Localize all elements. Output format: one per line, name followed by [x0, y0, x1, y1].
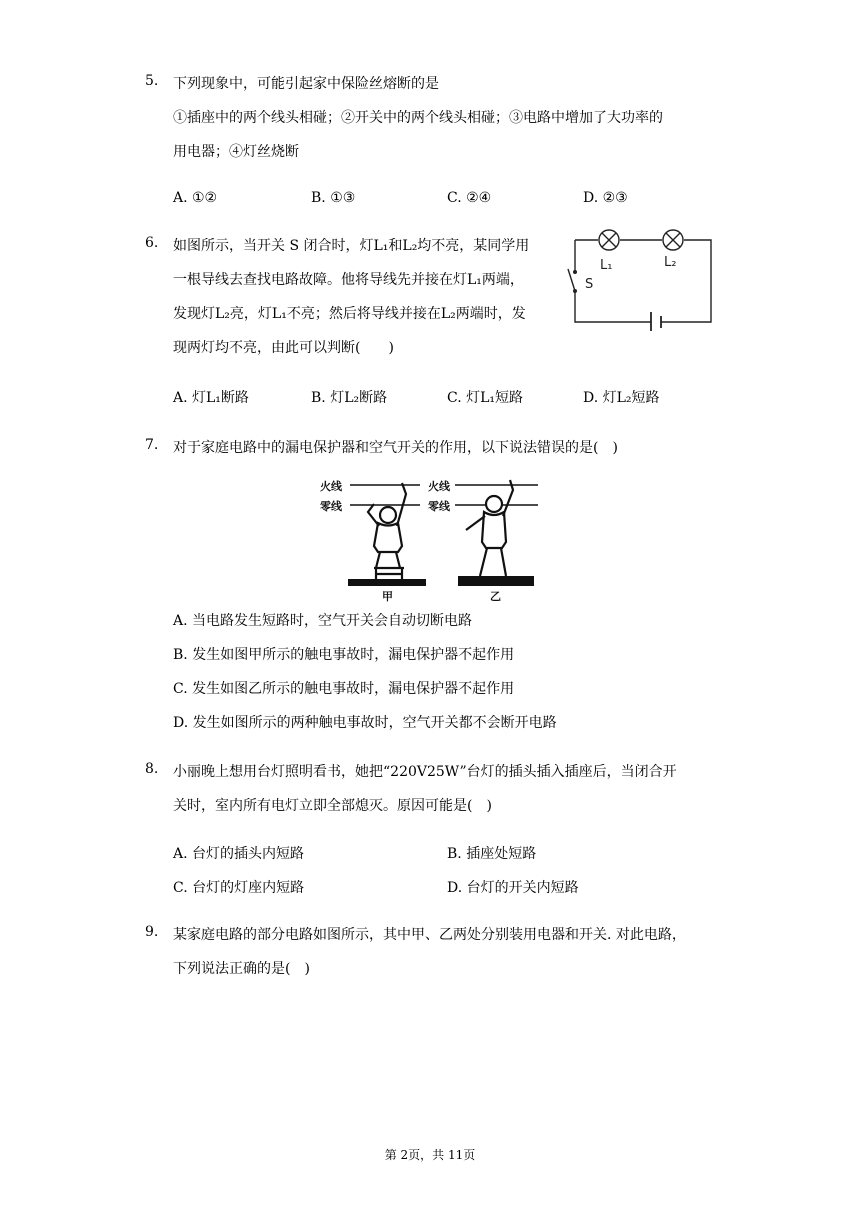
lamp-l2-label: L₂: [664, 255, 677, 270]
question-text-line: 下列说法正确的是( ): [173, 961, 310, 977]
question-text-line: 小丽晚上想用台灯照明看书，她把“220V25W”台灯的插头插入插座后，当闭合开: [173, 764, 677, 780]
question-text-line: 下列现象中，可能引起家中保险丝熔断的是: [173, 76, 439, 92]
neutral-wire-label-right: 零线: [428, 500, 450, 513]
option-c: C. 发生如图乙所示的触电事故时，漏电保护器不起作用: [173, 681, 515, 697]
option-b: B. 灯L₂断路: [311, 390, 388, 406]
figure-label-yi: 乙: [490, 590, 501, 602]
option-a: A. 灯L₁断路: [173, 390, 249, 406]
switch-label: S: [585, 277, 594, 292]
question-text-line: 现两灯均不亮，由此可以判断( ): [173, 340, 394, 356]
option-a: A. 当电路发生短路时，空气开关会自动切断电路: [173, 613, 473, 629]
question-number: 6.: [145, 235, 159, 251]
question-text-line: 发现灯L₂亮，灯L₁不亮；然后将导线并接在L₂两端时，发: [173, 306, 526, 322]
question-number: 9.: [145, 924, 159, 940]
option-b: B. ①③: [311, 190, 356, 206]
option-a: A. 台灯的插头内短路: [173, 846, 305, 862]
circuit-wire: [575, 240, 711, 322]
electric-shock-figure: [318, 468, 540, 602]
neutral-wire-label-left: 零线: [320, 500, 342, 513]
battery-icon: [651, 312, 661, 331]
person-on-ground-icon: [466, 480, 513, 576]
circuit-diagram: [565, 226, 720, 331]
question-text-line: 关时，室内所有电灯立即全部熄灭。原因可能是( ): [173, 798, 492, 814]
option-c: C. 灯L₁短路: [447, 390, 524, 406]
ground-left: [348, 579, 426, 586]
live-wire-label-right: 火线: [428, 480, 450, 493]
option-b: B. 发生如图甲所示的触电事故时，漏电保护器不起作用: [173, 647, 515, 663]
option-d: D. 发生如图所示的两种触电事故时，空气开关都不会断开电路: [173, 715, 557, 731]
figure-label-jia: 甲: [382, 590, 393, 602]
option-d: D. 台灯的开关内短路: [447, 880, 579, 896]
person-on-stool-icon: [368, 483, 406, 580]
option-a: A. ①②: [173, 190, 218, 206]
question-number: 8.: [145, 761, 159, 777]
question-text-line: 对于家庭电路中的漏电保护器和空气开关的作用，以下说法错误的是( ): [173, 440, 618, 456]
ground-right: [458, 576, 534, 586]
option-d: D. ②③: [583, 190, 628, 206]
lamp-l1-label: L₁: [600, 258, 613, 273]
page-footer: 第 2页，共 11页: [384, 1148, 476, 1162]
question-text-line: 用电器；④灯丝烧断: [173, 144, 299, 160]
option-c: C. ②④: [447, 190, 492, 206]
option-c: C. 台灯的灯座内短路: [173, 880, 305, 896]
question-text-line: ①插座中的两个线头相碰；②开关中的两个线头相碰；③电路中增加了大功率的: [173, 110, 663, 126]
question-number: 7.: [145, 437, 159, 453]
question-text-line: 如图所示，当开关 S 闭合时，灯L₁和L₂均不亮，某同学用: [173, 238, 530, 254]
live-wire-label-left: 火线: [320, 480, 342, 493]
option-d: D. 灯L₂短路: [583, 390, 660, 406]
stool-icon: [374, 568, 404, 580]
option-b: B. 插座处短路: [447, 846, 537, 862]
question-number: 5.: [145, 73, 159, 89]
question-text-line: 一根导线去查找电路故障。他将导线先并接在灯L₁两端，: [173, 272, 524, 288]
question-text-line: 某家庭电路的部分电路如图所示，其中甲、乙两处分别装用电器和开关. 对此电路，: [173, 927, 686, 943]
